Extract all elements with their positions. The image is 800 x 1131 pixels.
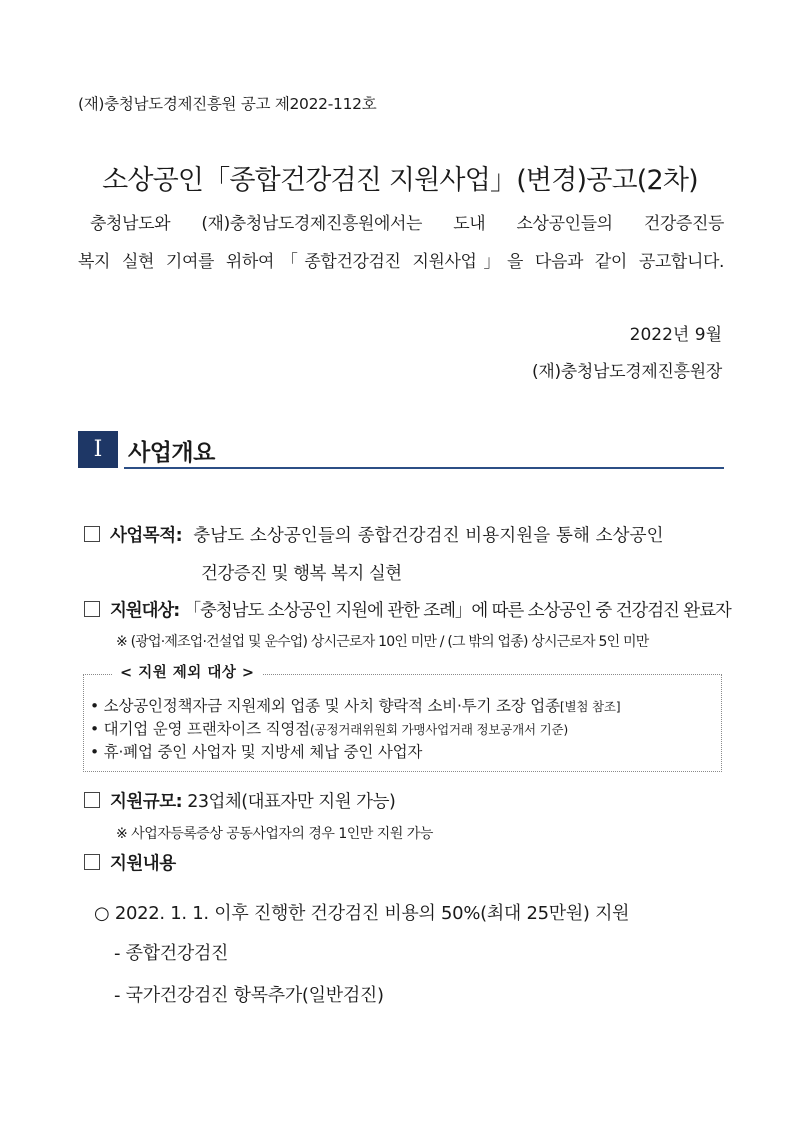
target-note: ※ (광업·제조업·건설업 및 운수업) 상시근로자 10인 미만 / (그 밖의 업종) 상시근로자 5인 미만 <box>116 634 649 650</box>
signer: (재)충청남도경제진흥원장 <box>531 362 722 382</box>
document-title: 소상공인「종합건강검진 지원사업」(변경)공고(2차) <box>102 165 698 196</box>
exclusion-line-2-text: • 대기업 운영 프랜차이즈 직영점 <box>90 720 310 738</box>
content-label: 지원내용 <box>110 854 176 874</box>
content-sub-1: - 종합건강검진 <box>114 943 229 964</box>
exclusion-line-2 <box>90 717 568 739</box>
scale-label: 지원규모: <box>110 792 183 812</box>
content-item <box>84 850 176 875</box>
notice-date: 2022년 9월 <box>629 325 722 345</box>
exclusion-line-2-ref: (공정거래위원회 가맹사업거래 정보공개서 기준) <box>309 722 569 737</box>
target-item <box>84 597 731 622</box>
section-number-badge: I <box>78 431 118 468</box>
exclusion-line-1-text: • 소상공인정책자금 지원제외 업종 및 사치 향락적 소비·투기 조장 업종 <box>90 697 560 715</box>
checkbox-icon <box>84 601 100 617</box>
checkbox-icon <box>84 854 100 870</box>
purpose-text-line-2: 건강증진 및 행복 복지 실현 <box>201 564 402 584</box>
scale-item <box>84 788 395 813</box>
content-sub-2: - 국가건강검진 항목추가(일반검진) <box>114 985 384 1006</box>
scale-note: ※ 사업자등록증상 공동사업자의 경우 1인만 지원 가능 <box>116 826 433 842</box>
intro-line-1: 충청남도와 (재)충청남도경제진흥원에서는 도내 소상공인들의 건강증진등 <box>90 214 724 234</box>
section-title: 사업개요 <box>128 440 215 466</box>
target-text: 「충청남도 소상공인 지원에 관한 조례」에 따른 소상공인 중 건강검진 완료자 <box>183 601 731 621</box>
exclusion-line-3-text: • 휴·폐업 중인 사업자 및 지방세 체납 중인 사업자 <box>90 743 423 761</box>
exclusion-title: < 지원 제외 대상 > <box>112 661 263 682</box>
exclusion-line-3 <box>90 740 422 762</box>
scale-text: 23업체(대표자만 지원 가능) <box>187 792 396 812</box>
purpose-label: 사업목적: <box>110 526 183 546</box>
purpose-item <box>84 522 664 547</box>
content-main: ○ 2022. 1. 1. 이후 진행한 건강검진 비용의 50%(최대 25만원) 지원 <box>94 903 630 924</box>
notice-number: (재)충청남도경제진흥원 공고 제2022-112호 <box>78 95 377 113</box>
checkbox-icon <box>84 792 100 808</box>
exclusion-line-1-ref: [별첨 참조] <box>559 699 621 714</box>
exclusion-line-1 <box>90 694 621 716</box>
checkbox-icon <box>84 526 100 542</box>
purpose-text-line-1: 충남도 소상공인들의 종합건강검진 비용지원을 통해 소상공인 <box>193 526 664 546</box>
intro-line-2: 복지 실현 기여를 위하여「종합건강검진 지원사업」을 다음과 같이 공고합니다. <box>78 252 724 272</box>
section-underline <box>124 467 724 469</box>
target-label: 지원대상: <box>110 601 180 621</box>
